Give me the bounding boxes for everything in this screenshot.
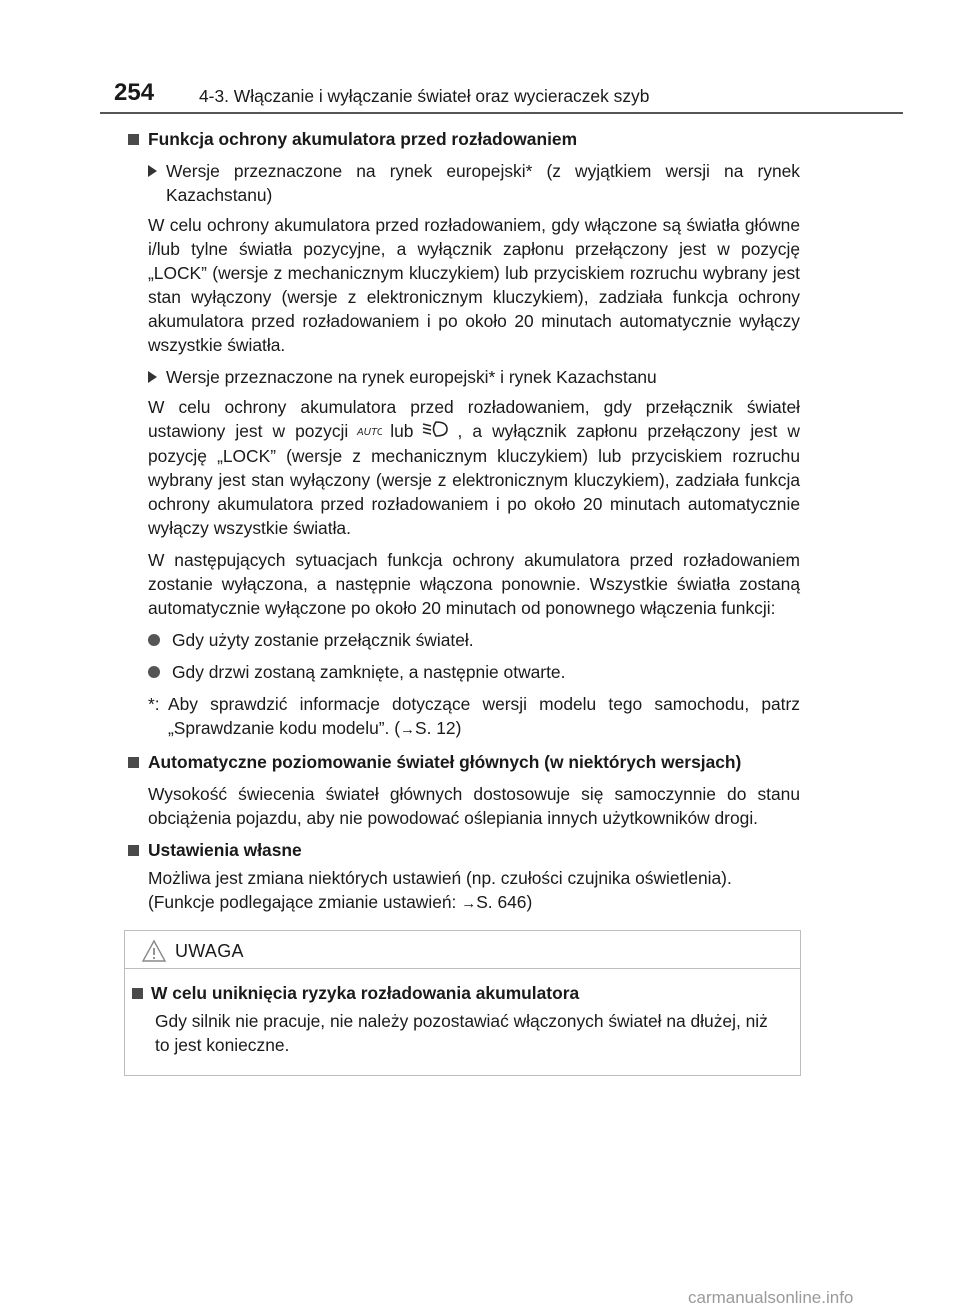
section-heading-leveling: Automatyczne poziomowanie świateł głównych (w niektórych wersjach) bbox=[128, 750, 800, 774]
header-divider bbox=[100, 112, 903, 114]
section-heading-custom-settings: Ustawienia własne bbox=[128, 838, 800, 862]
page-content bbox=[128, 127, 800, 916]
square-bullet-icon bbox=[128, 134, 139, 145]
paragraph-europe-body: W celu ochrony akumulatora przed rozładowaniem, gdy włączone są światła główne i/lub tylne światła pozycyjne, a wyłącznik zapłonu przełączony jest w pozycję „LOCK” (wersje z mechanicznym kluczykiem) lub przyciskiem rozruchu wybrany jest stan wyłączony (wersje z elektronicznym kluczykiem), zadziała funkcja ochrony akumulatora przed rozładowaniem i po około 20 minutach automatycznie wyłączy wszystkie światła. bbox=[148, 215, 800, 355]
list-item: Gdy drzwi zostaną zamknięte, a następnie otwarte. bbox=[128, 660, 800, 684]
warning-text: Gdy silnik nie pracuje, nie należy pozostawiać włączonych świateł na dłużej, niż to jest konieczne. bbox=[155, 1011, 768, 1055]
page-number: 254 bbox=[114, 79, 155, 106]
square-bullet-icon bbox=[128, 845, 139, 856]
page-reference-link[interactable]: S. 12) bbox=[415, 718, 462, 739]
warning-box bbox=[124, 930, 801, 1076]
arrow-right-icon: → bbox=[400, 721, 415, 739]
subsection-kazakhstan-title: Wersje przeznaczone na rynek europejski* i rynek Kazachstanu bbox=[128, 365, 800, 389]
paragraph-kazakhstan-body: W celu ochrony akumulatora przed rozładowaniem, gdy przełącznik świateł ustawiony jest w pozycji AUTO lub , a wyłącznik zapłonu przełączony jest w pozycję „LOCK” (wersje z mechanicznym kluczykiem) lub przyciskiem rozruchu wybrany jest stan wyłączony (wersje z elektronicznym kluczykiem), zadziała funkcja ochrony akumulatora przed rozładowaniem i po około 20 minutach automatycznie wyłączy wszystkie światła. bbox=[148, 397, 800, 539]
paragraph-custom-settings: Możliwa jest zmiana niektórych ustawień (np. czułości czujnika oświetlenia). (Funkcje podlegające zmianie ustawień: →S. 646) bbox=[148, 868, 732, 913]
paragraph-leveling-body: Wysokość świecenia świateł głównych dostosowuje się samoczynnie do stanu obciążenia pojazdu, aby nie powodować oślepiania innych użytkowników drogi. bbox=[148, 784, 800, 829]
footnote-mark: *: bbox=[148, 694, 160, 715]
subsection-europe-title: Wersje przeznaczone na rynek europejski* (z wyjątkiem wersji na rynek Kazachstanu) bbox=[128, 159, 800, 207]
section-heading-battery: Funkcja ochrony akumulatora przed rozładowaniem bbox=[128, 127, 800, 151]
chapter-title: 4-3. Włączanie i wyłączanie świateł oraz wycieraczek szyb bbox=[199, 86, 650, 106]
square-bullet-icon bbox=[132, 988, 143, 999]
list-item: Gdy użyty zostanie przełącznik świateł. bbox=[128, 628, 800, 652]
watermark-text: carmanualsonline.info bbox=[688, 1288, 854, 1307]
warning-heading: W celu uniknięcia ryzyka rozładowania akumulatora bbox=[129, 981, 780, 1005]
arrow-right-icon: → bbox=[461, 895, 477, 913]
triangle-marker-icon bbox=[148, 371, 157, 383]
warning-triangle-icon bbox=[141, 939, 167, 969]
warning-title: UWAGA bbox=[175, 941, 244, 961]
warning-body bbox=[125, 969, 800, 1057]
paragraph-disable-conditions: W następujących sytuacjach funkcja ochrony akumulatora przed rozładowaniem zostanie wyłączona, a następnie włączona ponownie. Wszystkie światła zostaną automatycznie wyłączone po około 20 minutach od ponownego włączenia funkcji: bbox=[148, 550, 800, 619]
auto-light-icon bbox=[356, 420, 382, 444]
warning-header bbox=[125, 931, 800, 969]
auto-icon-label: AUTO bbox=[357, 427, 383, 439]
footnote: *: Aby sprawdzić informacje dotyczące wersji modelu tego samochodu, patrz „Sprawdzanie kodu modelu”. (→S. 12) bbox=[148, 694, 800, 739]
round-bullet-icon bbox=[148, 634, 160, 646]
page-header bbox=[0, 0, 960, 116]
page-reference-link[interactable]: S. 646) bbox=[476, 892, 533, 913]
low-beam-headlight-icon bbox=[421, 420, 449, 444]
triangle-marker-icon bbox=[148, 165, 157, 177]
square-bullet-icon bbox=[128, 757, 139, 768]
round-bullet-icon bbox=[148, 666, 160, 678]
